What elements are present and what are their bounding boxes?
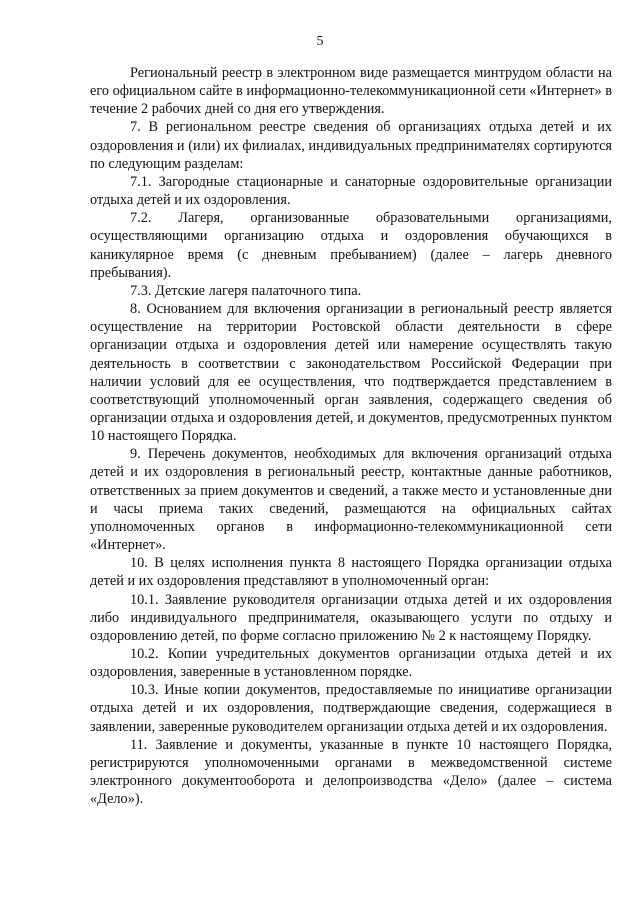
paragraph-10: 10. В целях исполнения пункта 8 настоящего Порядка организации отдыха детей и их оздоровления представляют в уполномоченный орган: bbox=[90, 555, 612, 590]
paragraph-8: 8. Основанием для включения организации в региональный реестр является осуществление на территории Ростовской области деятельности в сфере организации отдыха и оздоровления детей или намерение осуществлять такую деятельность в соответствии с законодательством Российской Федерации при наличии условий для ее осуществления, что подтверждается представлением в соответствующий уполномоченный орган заявления, содержащего сведения об организации отдыха и оздоровления детей, и документов, предусмотренных пунктом 10 настоящего Порядка. bbox=[90, 301, 612, 445]
paragraph-10-3: 10.3. Иные копии документов, предоставляемые по инициативе организации отдыха детей и их оздоровления, подтверждающие сведения, содержащиеся в заявлении, заверенные руководителем организации отдыха детей и их оздоровления. bbox=[90, 682, 612, 735]
paragraph-registry-publication: Региональный реестр в электронном виде размещается минтрудом области на его официальном сайте в информационно-телекоммуникационной сети «Интернет» в течение 2 рабочих дней со дня его утверждения. bbox=[90, 65, 612, 118]
paragraph-10-2: 10.2. Копии учредительных документов организации отдыха детей и их оздоровления, заверенные в установленном порядке. bbox=[90, 646, 612, 681]
paragraph-9: 9. Перечень документов, необходимых для включения организаций отдыха детей и их оздоровления в региональный реестр, контактные данные работников, ответственных за прием документов и сведений, а также место и установленные дни и часы приема таких сведений, размещаются на официальных сайтах уполномоченных органов в информационно-телекоммуникационной сети «Интернет». bbox=[90, 446, 612, 554]
paragraph-7-1: 7.1. Загородные стационарные и санаторные оздоровительные организации отдыха детей и их оздоровления. bbox=[90, 173, 612, 209]
paragraph-7: 7. В региональном реестре сведения об организациях отдыха детей и их оздоровления и (или) их филиалах, индивидуальных предпринимателях сортируются по следующим разделам: bbox=[90, 119, 612, 172]
paragraph-7-2: 7.2. Лагеря, организованные образовательными организациями, осуществляющими организацию отдыха и оздоровления обучающихся в каникулярное время (с дневным пребыванием) (далее – лагерь дневного пребывания). bbox=[90, 210, 612, 281]
paragraph-7-3: 7.3. Детские лагеря палаточного типа. bbox=[130, 282, 362, 299]
document-body bbox=[90, 64, 612, 808]
paragraph-11: 11. Заявление и документы, указанные в пункте 10 настоящего Порядка, регистрируются уполномоченными органами в межведомственной системе электронного документооборота и делопроизводства «Дело» (далее – система «Дело»). bbox=[90, 736, 612, 808]
paragraph-10-1: 10.1. Заявление руководителя организации отдыха детей и их оздоровления либо индивидуального предпринимателя, оказывающего услуги по отдыху и оздоровлению детей, по форме согласно приложению № 2 к настоящему Порядку. bbox=[90, 591, 612, 644]
page-number: 5 bbox=[316, 34, 324, 49]
